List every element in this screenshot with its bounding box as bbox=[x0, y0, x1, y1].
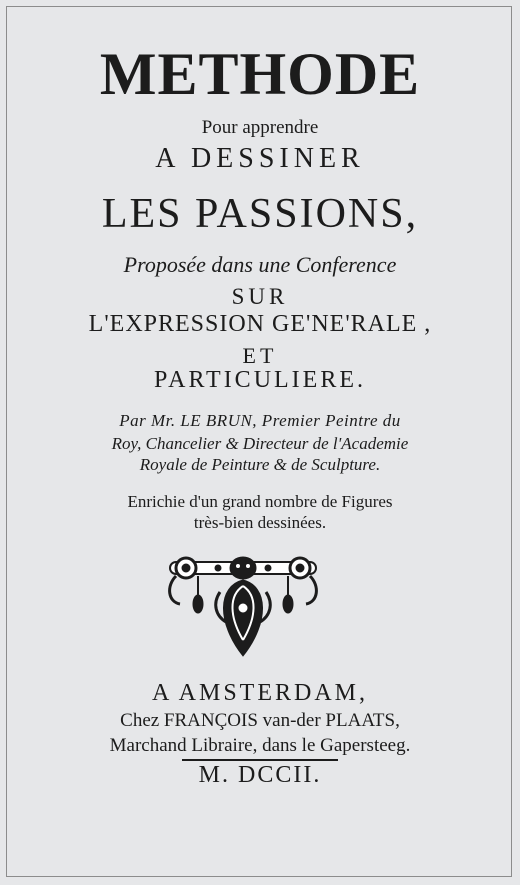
imprint-publisher: Chez FRANÇOIS van-der PLAATS, bbox=[120, 710, 400, 731]
line-et: ET bbox=[242, 343, 278, 368]
book-title: METHODE bbox=[99, 41, 421, 107]
line-expression: L'EXPRESSION GE'NE'RALE , bbox=[88, 311, 432, 337]
imprint-place: A AMSTERDAM, bbox=[151, 680, 369, 706]
imprint-year: M. DCCII. bbox=[198, 762, 322, 788]
line-passions: LES PASSIONS, bbox=[101, 191, 419, 237]
line-sur: SUR bbox=[231, 284, 289, 309]
enrichie-line-1: Enrichie d'un grand nombre de Figures bbox=[127, 492, 393, 511]
subtitle: Pour apprendre bbox=[201, 117, 319, 138]
author-line-2: Roy, Chancelier & Directeur de l'Academie bbox=[111, 434, 409, 453]
line-proposee: Proposée dans une Conference bbox=[123, 252, 397, 277]
author-line-1: Par Mr. LE BRUN, Premier Peintre du bbox=[119, 411, 401, 430]
imprint-address: Marchand Libraire, dans le Gapersteeg. bbox=[109, 735, 411, 756]
line-dessiner: A DESSINER bbox=[155, 143, 365, 174]
line-particuliere: PARTICULIERE. bbox=[153, 367, 366, 393]
enrichie-line-2: très-bien dessinées. bbox=[193, 513, 327, 532]
imprint-rule bbox=[182, 759, 338, 761]
printers-ornament-icon bbox=[158, 552, 328, 662]
author-line-3: Royale de Peinture & de Sculpture. bbox=[139, 455, 381, 474]
